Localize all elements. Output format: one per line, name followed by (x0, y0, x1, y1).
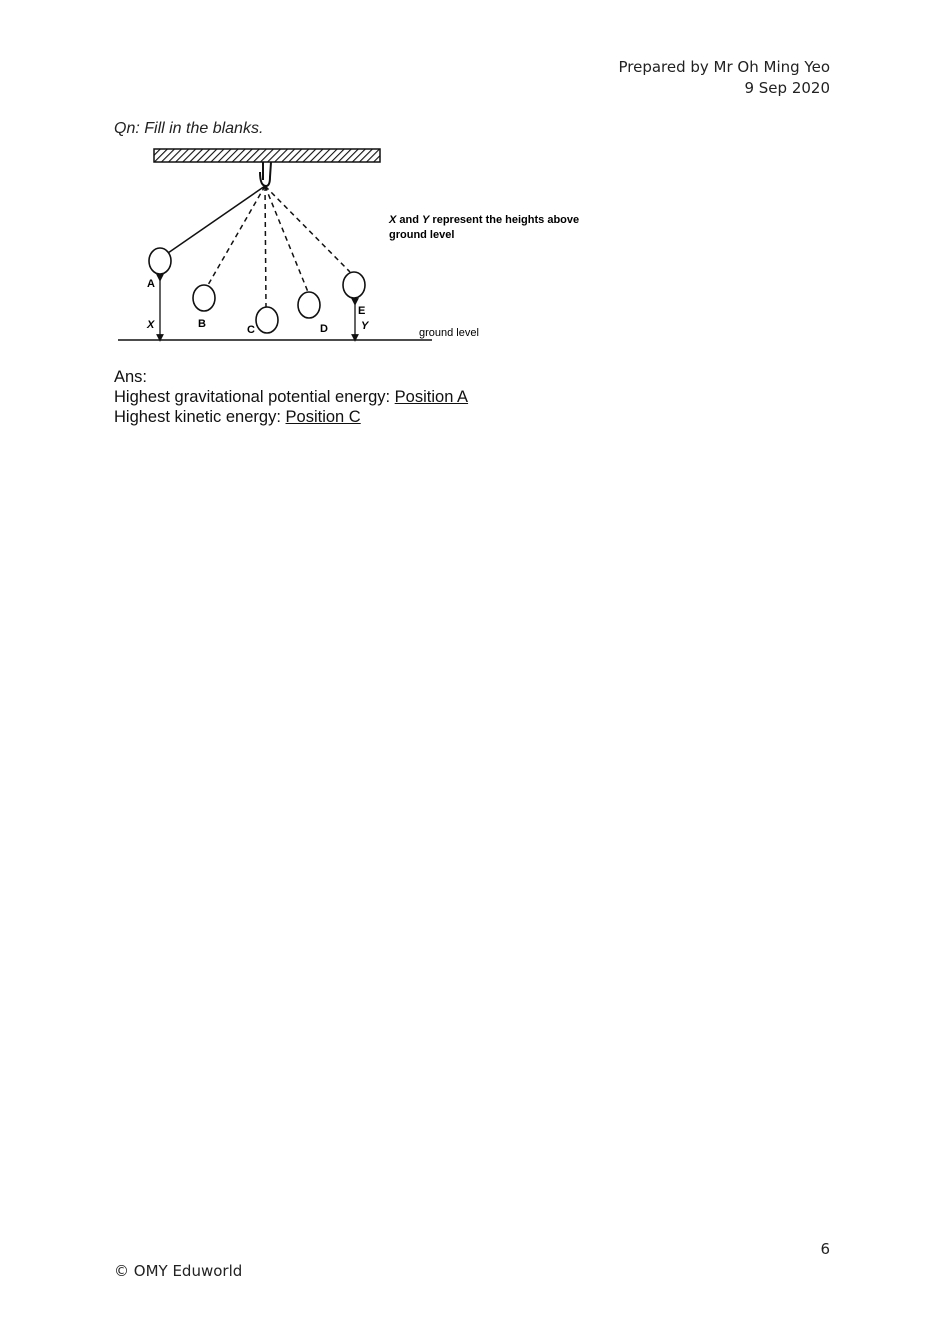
answer-line-gpe (114, 387, 468, 407)
date-line: 9 Sep 2020 (744, 79, 830, 97)
string-d (265, 186, 308, 292)
label-a: A (147, 278, 155, 290)
label-d: D (320, 323, 328, 335)
answer-gpe-value: Position A (394, 388, 469, 406)
answer-gpe-prefix: Highest gravitational potential energy: (114, 388, 395, 406)
label-b: B (198, 318, 206, 330)
document-header (618, 57, 830, 99)
string-b (208, 186, 265, 285)
answer-line-ke (114, 407, 468, 427)
question-prompt: Qn: Fill in the blanks. (114, 120, 264, 137)
answer-block (114, 367, 468, 427)
label-c: C (247, 324, 255, 336)
label-ground-level: ground level (419, 327, 479, 339)
page-number: 6 (820, 1240, 830, 1258)
bob-b (193, 285, 215, 311)
ceiling-support (154, 149, 380, 162)
bob-c (256, 307, 278, 333)
pendulum-svg (110, 142, 610, 357)
bob-d (298, 292, 320, 318)
diagram-note-line2: ground level (389, 229, 455, 241)
string-c (265, 186, 266, 307)
label-x: X (147, 319, 155, 331)
footer-copyright: © OMY Eduworld (114, 1262, 243, 1280)
answer-heading: Ans: (114, 368, 148, 386)
bob-e (343, 272, 365, 298)
label-y: Y (361, 320, 369, 332)
string-a (168, 186, 265, 253)
answer-ke-prefix: Highest kinetic energy: (114, 408, 286, 426)
bob-a (149, 248, 171, 274)
pivot-hook (260, 162, 271, 186)
string-e (265, 186, 350, 272)
pendulum-diagram (110, 142, 610, 357)
answer-ke-value: Position C (285, 408, 361, 426)
diagram-note-line1: X and Y represent the heights above (389, 214, 580, 226)
author-line: Prepared by Mr Oh Ming Yeo (618, 58, 830, 76)
label-e: E (358, 305, 366, 317)
